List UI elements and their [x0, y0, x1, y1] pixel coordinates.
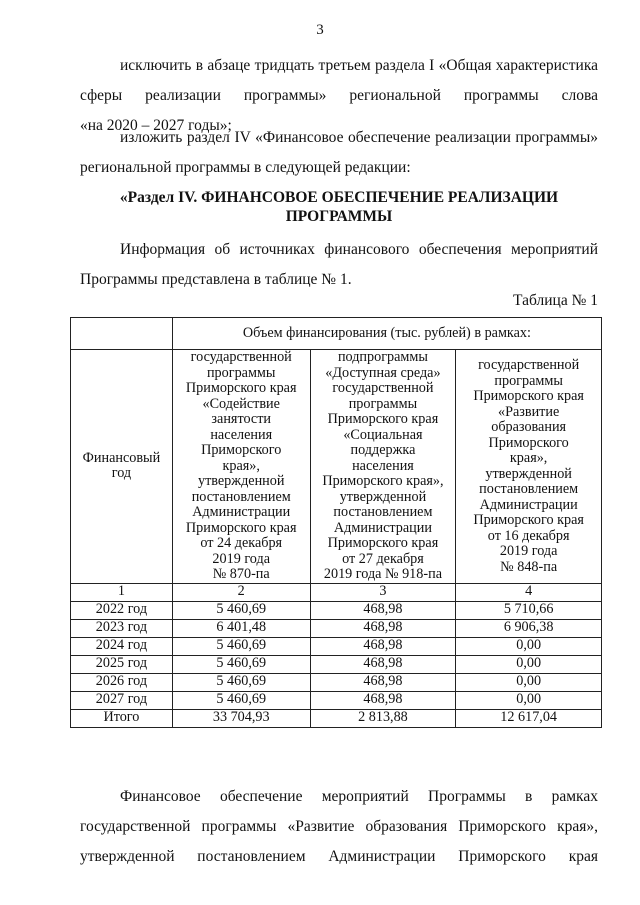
cell-line: утвержденной	[197, 473, 285, 489]
table-row	[71, 601, 602, 619]
text-line: Финансовое обеспечение мероприятий Программы в рамках	[120, 788, 598, 805]
cell-line: № 848-па	[500, 558, 558, 575]
table-cell: 5 710,66	[456, 601, 602, 619]
group-header-cell: Объем финансирования (тыс. рублей) в рамках:	[172, 318, 601, 350]
cell-line: подпрограммы	[337, 349, 428, 365]
cell-line: Администрации	[333, 519, 432, 536]
cell-line: Администрации	[192, 504, 291, 520]
table-cell: 3	[310, 583, 456, 601]
cell-line: 2019 года № 918-па	[323, 566, 442, 582]
table-cell: 468,98	[310, 691, 456, 709]
cell-line: постановлением	[191, 488, 291, 505]
financing-table	[70, 317, 602, 728]
cell-line: Приморского	[488, 434, 569, 451]
table-row	[71, 655, 602, 673]
cell-line: год	[111, 465, 132, 482]
table-cell: 2026 год	[71, 673, 173, 691]
cell-line: 2019 года	[212, 550, 271, 567]
cell-line: занятости	[211, 411, 271, 427]
table-total-row	[71, 709, 602, 727]
section-heading	[80, 188, 598, 226]
table-cell: 1	[71, 583, 173, 601]
cell-line: 2019 года	[499, 543, 558, 559]
text-line: «на 2020 – 2027 годы»;	[80, 117, 232, 134]
col2-header-cell	[310, 350, 456, 584]
table-row	[71, 691, 602, 709]
table-cell: 5 460,69	[172, 691, 310, 709]
cell-line: от 24 декабря	[200, 535, 283, 551]
cell-line: образования	[491, 419, 567, 435]
heading-line: ПРОГРАММЫ	[285, 208, 393, 225]
cell-line: Приморского края	[473, 388, 584, 404]
col1-header-cell	[172, 350, 310, 584]
table-row	[71, 637, 602, 655]
cell-line: «Содействие	[202, 395, 280, 412]
cell-line: Приморского края	[327, 535, 439, 551]
cell-line: утвержденной	[485, 465, 572, 482]
cell-line: программы	[348, 395, 418, 412]
year-header-cell	[71, 350, 173, 584]
cell-line: Приморского края	[185, 519, 297, 536]
table-cell: 468,98	[310, 637, 456, 655]
text-line: Информация об источниках финансового обеспечения мероприятий	[120, 241, 598, 258]
table-cell: 12 617,04	[456, 709, 602, 727]
table-cell: 0,00	[456, 655, 602, 673]
cell-line: населения	[352, 457, 414, 474]
text-line: исключить в абзаце тридцать третьем раздела I «Общая характеристика	[120, 57, 598, 74]
table-cell: 468,98	[310, 673, 456, 691]
cell-line: Администрации	[479, 496, 578, 513]
table-numbering-row	[71, 583, 602, 601]
heading-line: «Раздел IV. ФИНАНСОВОЕ ОБЕСПЕЧЕНИЕ РЕАЛИЗАЦИИ	[119, 189, 559, 206]
table-cell: 2 813,88	[310, 709, 456, 727]
cell-line: края»,	[222, 457, 260, 474]
text-line: региональной программы в следующей редакции:	[80, 159, 411, 176]
cell-line: поддержка	[350, 442, 416, 458]
cell-line: постановлением	[333, 504, 433, 520]
table-cell: 2023 год	[71, 619, 173, 637]
cell-line: Приморского края	[473, 512, 584, 528]
cell-line: Приморского края	[185, 380, 297, 396]
page-number: 3	[316, 22, 324, 38]
text-line: изложить раздел IV «Финансовое обеспечение реализации программы»	[120, 129, 598, 146]
table-cell: 2024 год	[71, 637, 173, 655]
table-cell: 468,98	[310, 655, 456, 673]
table-cell: 2022 год	[71, 601, 173, 619]
text-line: сферы реализации программы» региональной программы слова	[80, 87, 598, 104]
paragraph-financing	[80, 787, 598, 866]
table-cell: 33 704,93	[172, 709, 310, 727]
table-cell: 468,98	[310, 601, 456, 619]
cell-line: края»,	[509, 450, 548, 466]
cell-line: Финансовый	[82, 449, 161, 466]
text-line: государственной программы «Развитие образования Приморского края»,	[80, 818, 598, 835]
cell-line: от 16 декабря	[487, 527, 570, 544]
col3-header-cell	[456, 350, 602, 584]
table-cell: 2027 год	[71, 691, 173, 709]
cell-line: программы	[206, 364, 276, 381]
paragraph-info	[80, 240, 598, 289]
text-line: утвержденной постановлением Администрации Приморского края	[80, 848, 598, 865]
table-cell: 6 401,48	[172, 619, 310, 637]
cell-line: государственной	[478, 357, 580, 373]
table-cell: 2	[172, 583, 310, 601]
cell-line: «Развитие	[498, 403, 560, 420]
table-row	[71, 673, 602, 691]
table-row	[71, 619, 602, 637]
table-caption: Таблица № 1	[513, 292, 598, 309]
table-cell-empty	[71, 318, 173, 350]
cell-line: Приморского края	[327, 411, 439, 427]
cell-line: утвержденной	[339, 488, 427, 505]
table-cell: 0,00	[456, 673, 602, 691]
table-cell: 0,00	[456, 637, 602, 655]
cell-line: Приморского края»,	[322, 473, 444, 489]
cell-line: «Доступная среда»	[325, 364, 441, 381]
table-cell: 468,98	[310, 619, 456, 637]
table-group-header-row	[71, 318, 602, 350]
text-line: Программы представлена в таблице № 1.	[80, 271, 352, 288]
cell-line: государственной	[332, 380, 434, 396]
paragraph-restate	[80, 128, 598, 177]
cell-line: от 27 декабря	[342, 550, 424, 567]
cell-line: постановлением	[479, 481, 579, 497]
table-column-header-row	[71, 350, 602, 584]
table-cell: 0,00	[456, 691, 602, 709]
table-cell: Итого	[71, 709, 173, 727]
table-cell: 4	[456, 583, 602, 601]
table-cell: 2025 год	[71, 655, 173, 673]
table-cell: 5 460,69	[172, 637, 310, 655]
cell-line: «Социальная	[343, 426, 423, 443]
table-cell: 5 460,69	[172, 601, 310, 619]
table-cell: 6 906,38	[456, 619, 602, 637]
paragraph-exclude	[80, 56, 598, 135]
cell-line: № 870-па	[212, 566, 270, 582]
cell-line: Приморского	[201, 442, 282, 458]
cell-line: государственной	[190, 349, 292, 365]
table-cell: 5 460,69	[172, 673, 310, 691]
table-cell: 5 460,69	[172, 655, 310, 673]
cell-line: населения	[210, 426, 273, 443]
cell-line: программы	[494, 372, 563, 389]
